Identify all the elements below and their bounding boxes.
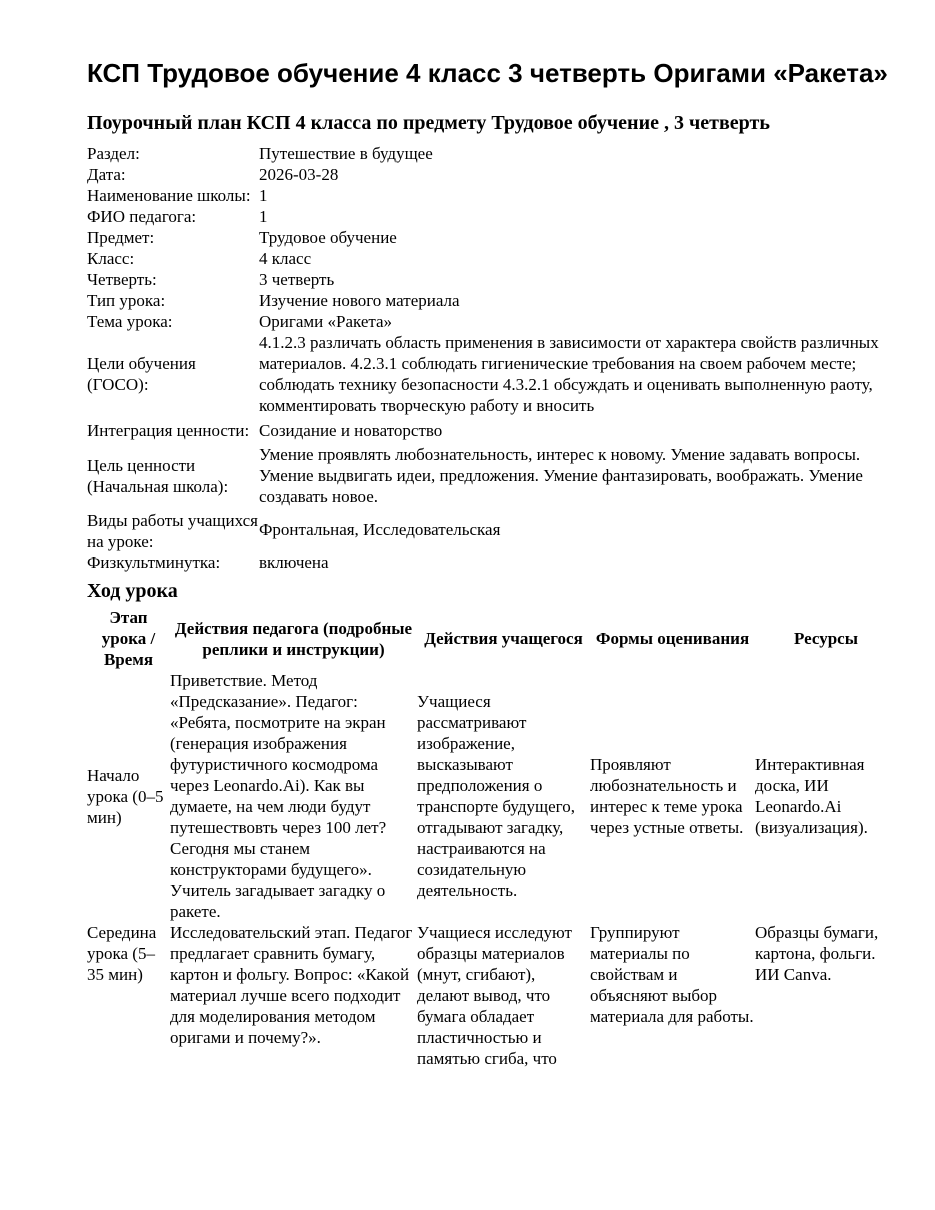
cell-assessment: Проявляют любознательность и интерес к теме урока через устные ответы. [590, 755, 744, 837]
meta-label: Виды работы учащихся на уроке: [87, 511, 258, 551]
meta-label: Наименование школы: [87, 186, 251, 205]
column-header-stage: Этап урока / Время [101, 608, 156, 669]
meta-value: Трудовое обучение [259, 228, 397, 247]
meta-value: включена [259, 553, 329, 572]
meta-row [87, 507, 897, 552]
meta-label: Цель ценности (Начальная школа): [87, 455, 229, 496]
meta-row [87, 227, 897, 248]
meta-row [87, 269, 897, 290]
meta-value: 2026-03-28 [259, 165, 339, 184]
column-header-teacher-actions: Действия педагога (подробные реплики и инструкции) [174, 618, 413, 659]
meta-row [87, 185, 897, 206]
meta-label: Предмет: [87, 228, 155, 247]
meta-label: Четверть: [87, 270, 157, 289]
meta-label: Тип урока: [87, 291, 166, 310]
cell-resources: Образцы бумаги, картона, фольги. ИИ Canva. [755, 923, 879, 984]
cell-teacher-actions: Приветствие. Метод «Предсказание». Педагог: «Ребята, посмотрите на экран (генерация изображения футуристичного космодрома через Leonardo.Ai). Как вы думаете, на чем люди будут путешествовть через 100 лет? Сегодня мы станем конструкторами будущего». Учитель загадывает загадку о ракете. [170, 671, 387, 921]
meta-row [87, 164, 897, 185]
cell-stage: Начало урока (0–5 мин) [87, 765, 164, 827]
meta-value: Созидание и новаторство [259, 420, 443, 440]
column-header-student-actions: Действия учащегося [424, 629, 583, 648]
meta-row [87, 552, 897, 573]
meta-value: Изучение нового материала [259, 291, 460, 310]
meta-label: Физкультминутка: [87, 553, 221, 572]
page-title: КСП Трудовое обучение 4 класс 3 четверть Оригами «Ракета» [87, 58, 888, 88]
cell-resources: Интерактивная доска, ИИ Leonardo.Ai (визуализация). [755, 755, 868, 837]
lesson-meta-table [87, 143, 897, 573]
meta-value: Путешествие в будущее [259, 144, 433, 163]
meta-row [87, 311, 897, 332]
cell-teacher-actions: Исследовательский этап. Педагог предлагает сравнить бумагу, картон и фольгу. Вопрос: «Какой материал лучше всего подходит для моделирования методом оригами и почему?». [170, 923, 413, 1047]
meta-row [87, 290, 897, 311]
meta-row [87, 332, 897, 416]
meta-label: Класс: [87, 249, 135, 268]
meta-value: 4 класс [259, 249, 312, 268]
meta-label: Тема урока: [87, 312, 173, 331]
meta-value: Фронтальная, Исследовательская [259, 520, 501, 539]
lesson-flow-table [87, 607, 897, 1069]
meta-value: Оригами «Ракета» [259, 312, 393, 331]
meta-label: Дата: [87, 165, 126, 184]
meta-value: 1 [259, 207, 268, 226]
meta-row [87, 206, 897, 227]
table-header-row [87, 607, 897, 670]
column-header-assessment: Формы оценивания [595, 629, 750, 648]
lesson-flow-heading: Ход урока [87, 580, 178, 602]
table-row [87, 670, 897, 922]
document-page [87, 58, 897, 1069]
table-row [87, 922, 897, 1069]
meta-value: 3 четверть [259, 270, 335, 289]
meta-label: ФИО педагога: [87, 207, 197, 226]
meta-label: Интеграция ценности: [87, 421, 250, 440]
column-header-resources: Ресурсы [793, 629, 858, 648]
meta-row [87, 416, 897, 444]
plan-subtitle: Поурочный план КСП 4 класса по предмету Трудовое обучение , 3 четверть [87, 112, 770, 134]
cell-student-actions: Учащиеся исследуют образцы материалов (мнут, сгибают), делают вывод, что бумага обладает пластичностью и памятью сгиба, что [417, 923, 572, 1068]
cell-assessment: Группируют материалы по свойствам и объясняют выбор материала для работы. [590, 923, 754, 1026]
meta-row [87, 248, 897, 269]
meta-row [87, 143, 897, 164]
cell-student-actions: Учащиеся рассматривают изображение, высказывают предположения о транспорте будущего, отгадывают загадку, настраиваются на созидательную деятельность. [417, 692, 575, 900]
meta-label: Цели обучения (ГОСО): [87, 354, 196, 394]
meta-row [87, 444, 897, 507]
meta-value: Умение проявлять любознательность, интерес к новому. Умение задавать вопросы. Умение выдвигать идеи, предложения. Умение фантазировать, воображать. Умение создавать новое. [259, 445, 863, 506]
meta-label: Раздел: [87, 144, 140, 163]
meta-value: 1 [259, 186, 268, 205]
meta-value: 4.1.2.3 различать область применения в зависимости от характера свойств различных материалов. 4.2.3.1 соблюдать гигиенические требования на своем рабочем месте; соблюдать технику безопасности 4.3.2.1 обсуждать и оценивать выполненную раоту, комментировать творческую работу и вносить [259, 333, 879, 415]
cell-stage: Середина урока (5–35 мин) [87, 923, 157, 984]
